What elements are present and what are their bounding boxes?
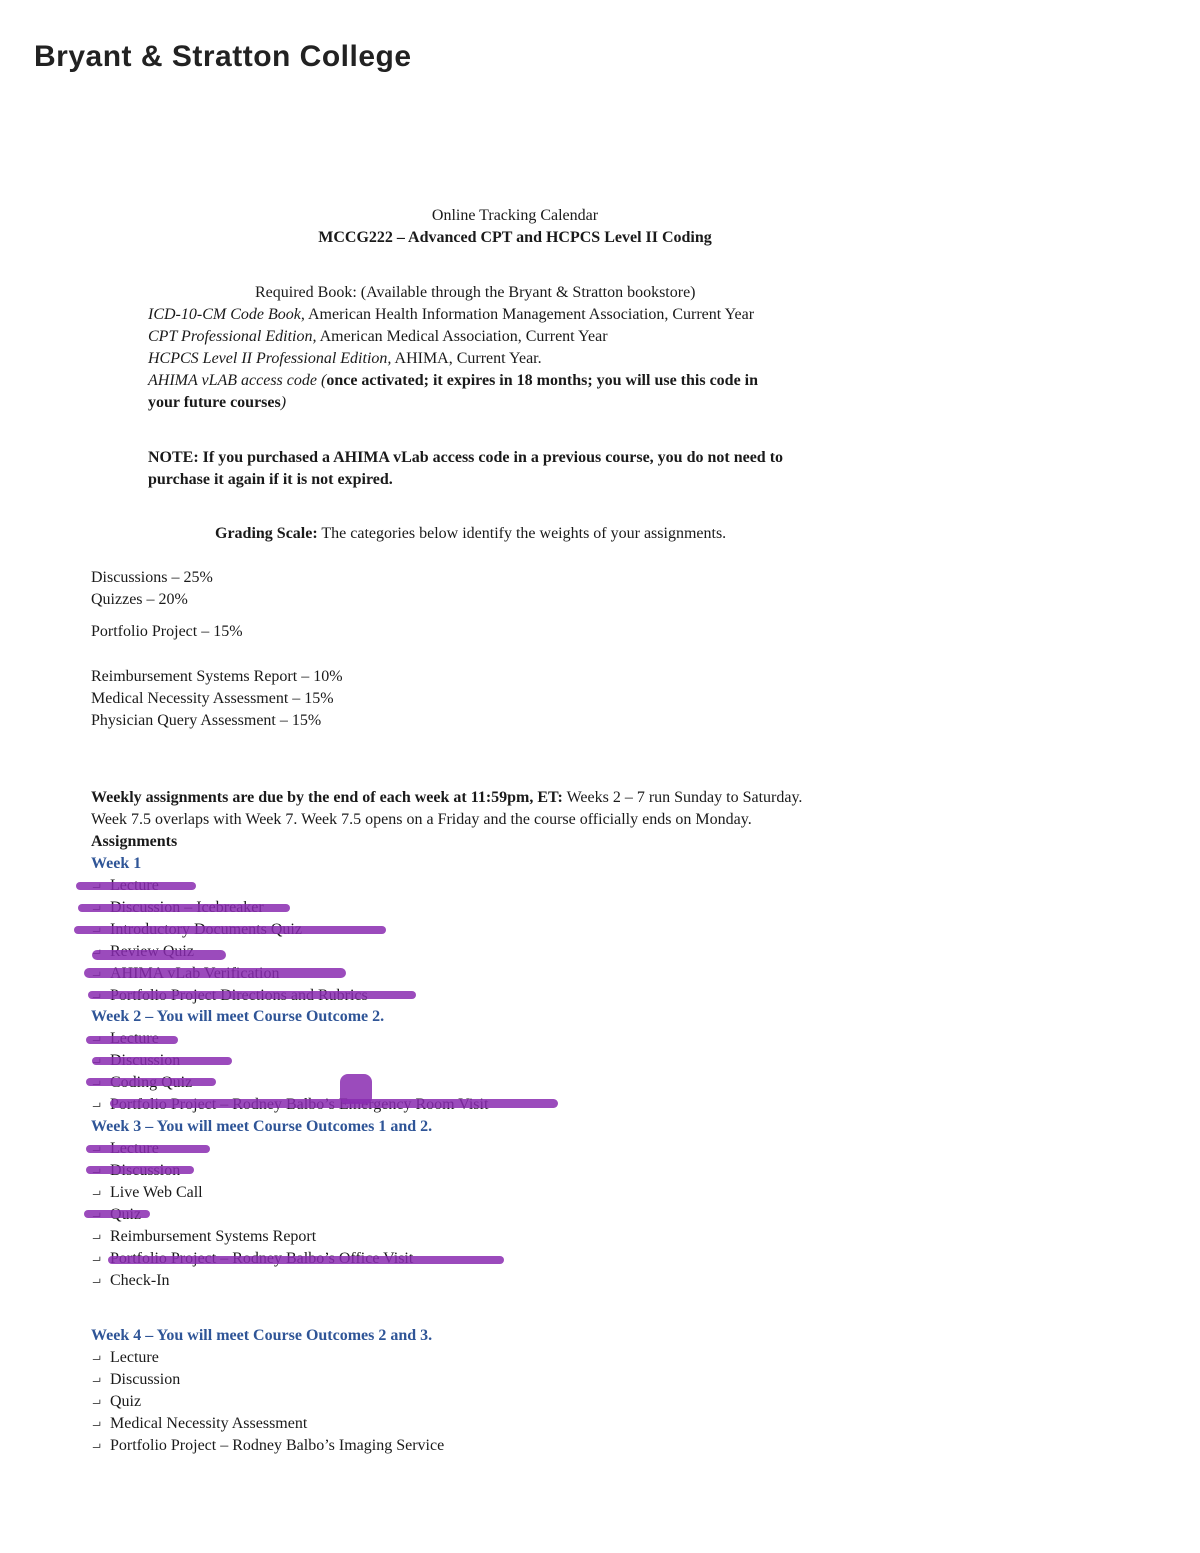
highlighter-strike — [86, 1078, 216, 1086]
checkbox-icon[interactable]: ⌐ — [92, 1438, 102, 1455]
college-logo: Bryant & Stratton College — [34, 40, 412, 73]
highlighter-strike — [78, 904, 290, 912]
checkbox-icon[interactable]: ⌐ — [92, 1185, 102, 1202]
grade-item: Reimbursement Systems Report – 10% — [91, 668, 343, 685]
highlighter-strike — [84, 968, 346, 978]
checklist-item[interactable]: ⌐ Medical Necessity Assessment — [92, 1415, 308, 1433]
checkbox-icon[interactable]: ⌐ — [92, 1097, 102, 1114]
checklist-item[interactable]: ⌐ Portfolio Project – Rodney Balbo’s Imaging Service — [92, 1437, 445, 1455]
book-line: HCPCS Level II Professional Edition, AHIMA, Current Year. — [148, 350, 542, 367]
week-heading: Week 4 – You will meet Course Outcomes 2 and 3. — [91, 1327, 433, 1344]
note-line-1: NOTE: If you purchased a AHIMA vLab access code in a previous course, you do not need to — [148, 449, 784, 466]
book-line: ICD-10-CM Code Book, American Health Information Management Association, Current Year — [148, 306, 755, 323]
grade-item: Quizzes – 20% — [91, 591, 188, 608]
checklist-item[interactable]: ⌐ Live Web Call — [92, 1184, 203, 1202]
checkbox-icon[interactable]: ⌐ — [92, 1372, 102, 1389]
highlighter-strike — [74, 926, 386, 934]
course-title: MCCG222 – Advanced CPT and HCPCS Level II Coding — [318, 229, 712, 246]
grade-item: Medical Necessity Assessment – 15% — [91, 690, 334, 707]
checklist-item[interactable]: ⌐ Check-In — [92, 1272, 170, 1290]
highlighter-strike — [88, 991, 416, 999]
highlighter-strike — [84, 1210, 150, 1218]
vlab-line-2: your future courses) — [148, 394, 287, 411]
highlighter-strike — [86, 1166, 194, 1174]
required-book-heading: Required Book: (Available through the Bryant & Stratton bookstore) — [255, 284, 696, 301]
vlab-line: AHIMA vLAB access code (once activated; it expires in 18 months; you will use this code in — [148, 372, 759, 389]
checkbox-icon[interactable]: ⌐ — [92, 1350, 102, 1367]
week-heading: Week 2 – You will meet Course Outcome 2. — [91, 1008, 385, 1025]
assignments-heading: Assignments — [91, 833, 178, 850]
checklist-item[interactable]: ⌐ Quiz — [92, 1393, 142, 1411]
weekly-note-2: Week 7.5 overlaps with Week 7. Week 7.5 opens on a Friday and the course officially ends on Monday. — [91, 811, 752, 828]
week-heading: Week 1 — [91, 855, 142, 872]
highlighter-strike — [76, 882, 196, 890]
highlighter-strike — [86, 1036, 178, 1044]
grade-item: Portfolio Project – 15% — [91, 623, 243, 640]
note-line-2: purchase it again if it is not expired. — [148, 471, 393, 488]
checkbox-icon[interactable]: ⌐ — [92, 1251, 102, 1268]
highlighter-strike — [110, 1099, 558, 1108]
grading-scale: Grading Scale: The categories below identify the weights of your assignments. — [215, 525, 727, 542]
checklist-item[interactable]: ⌐ Reimbursement Systems Report — [92, 1228, 317, 1246]
highlighter-strike — [108, 1256, 504, 1264]
grade-item: Discussions – 25% — [91, 569, 213, 586]
highlighter-strike — [92, 950, 226, 960]
week-heading: Week 3 – You will meet Course Outcomes 1 and 2. — [91, 1118, 433, 1135]
highlighter-strike — [92, 1057, 232, 1065]
book-line: CPT Professional Edition, American Medical Association, Current Year — [148, 328, 608, 345]
doc-title: Online Tracking Calendar — [431, 207, 599, 224]
grade-item: Physician Query Assessment – 15% — [91, 712, 322, 729]
checkbox-icon[interactable]: ⌐ — [92, 1394, 102, 1411]
checkbox-icon[interactable]: ⌐ — [92, 1273, 102, 1290]
weekly-note: Weekly assignments are due by the end of each week at 11:59pm, ET: Weeks 2 – 7 run Sunday to Saturday. — [91, 789, 803, 806]
highlighter-blob — [340, 1074, 372, 1104]
checkbox-icon[interactable]: ⌐ — [92, 1416, 102, 1433]
highlighter-strike — [86, 1145, 210, 1153]
checkbox-icon[interactable]: ⌐ — [92, 1229, 102, 1246]
checklist-item[interactable]: ⌐ Discussion — [92, 1371, 181, 1389]
checklist-item[interactable]: ⌐ Lecture — [92, 1349, 159, 1367]
